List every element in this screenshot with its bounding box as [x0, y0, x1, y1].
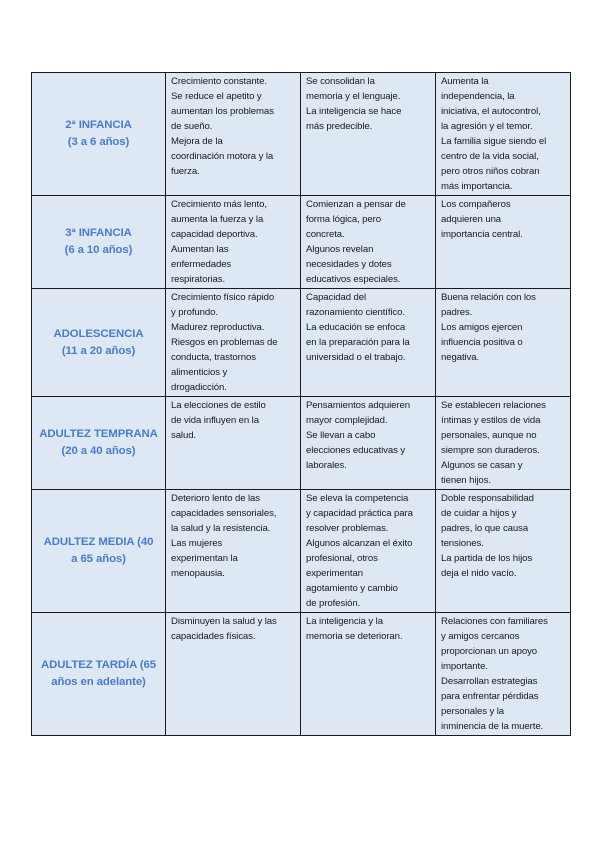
cell-line: forma lógica, pero — [306, 214, 381, 225]
cell-line: siempre son duraderos. — [441, 445, 540, 456]
cell-line: Crecimiento físico rápido — [171, 292, 275, 303]
cell-line: Disminuyen la salud y las — [171, 616, 277, 627]
cell-line: proporcionan un apoyo — [441, 646, 538, 657]
table-body — [32, 73, 571, 736]
cell-line: resolver problemas. — [306, 523, 389, 534]
cell-line: para enfrentar pérdidas — [441, 691, 539, 702]
cell-line: inminencia de la muerte. — [441, 721, 544, 732]
cell-line: personales, aunque no — [441, 430, 537, 441]
stage-ages: (11 a 20 años) — [61, 344, 136, 357]
cell-line: Comienzan a pensar de — [306, 199, 406, 210]
stage-name: 2ª INFANCIA — [65, 119, 132, 131]
cell-line: Aumenta la — [441, 76, 489, 87]
table-row — [32, 289, 571, 397]
cell-line: salud. — [171, 430, 197, 441]
cell-line: tensiones. — [441, 538, 484, 549]
stage-ages: (20 a 40 años) — [61, 445, 136, 457]
physical-cell — [166, 73, 301, 196]
cell-line: independencia, la — [441, 91, 515, 102]
social-cell — [436, 73, 571, 196]
cell-line: laborales. — [306, 460, 347, 471]
cell-line: necesidades y dotes — [306, 259, 392, 270]
cell-line: Se consolidan la — [306, 76, 375, 87]
social-cell — [436, 490, 571, 613]
cell-line: Los amigos ejercen — [441, 322, 523, 333]
cognitive-cell — [301, 196, 436, 289]
cell-line: Algunos se casan y — [441, 460, 523, 471]
cognitive-cell — [301, 289, 436, 397]
social-cell — [436, 613, 571, 736]
social-cell — [436, 397, 571, 490]
stage-name: ADULTEZ MEDIA (40 — [43, 536, 154, 548]
stage-cell — [32, 289, 166, 397]
cell-line: conducta, trastornos — [171, 352, 256, 363]
table-row — [32, 613, 571, 736]
cell-line: en la preparación para la — [306, 337, 410, 348]
cell-line: fuerza. — [171, 166, 200, 177]
stage-cell — [32, 196, 166, 289]
cell-line: padres, lo que causa — [441, 523, 529, 534]
cell-line: educativos especiales. — [306, 274, 401, 285]
cognitive-cell — [301, 490, 436, 613]
cell-line: centro de la vida social, — [441, 151, 539, 162]
stage-ages: a 65 años) — [71, 553, 126, 565]
cell-line: de sueño. — [171, 121, 213, 132]
cell-line: Algunos revelan — [306, 244, 374, 255]
cell-line: La familia sigue siendo el — [441, 136, 547, 147]
stage-ages: (6 a 10 años) — [64, 244, 133, 256]
stage-ages: años en adelante) — [51, 676, 146, 688]
physical-cell — [166, 490, 301, 613]
cell-line: Algunos alcanzan el éxito — [306, 538, 413, 549]
cell-line: capacidad deportiva. — [171, 229, 258, 240]
cell-line: negativa. — [441, 352, 480, 363]
cell-line: Deterioro lento de las — [171, 493, 260, 504]
cell-line: capacidades sensoriales, — [171, 508, 277, 519]
cell-line: Crecimiento constante. — [171, 76, 267, 87]
stage-ages: (3 a 6 años) — [67, 136, 130, 148]
cell-line: Aumentan las — [171, 244, 229, 255]
cell-line: memoria se deterioran. — [306, 631, 403, 642]
development-stages-table — [31, 72, 571, 736]
cell-line: Se establecen relaciones — [441, 400, 546, 411]
cell-line: capacidades físicas. — [171, 631, 256, 642]
cell-line: deja el nido vacío. — [441, 568, 517, 579]
cell-line: alimenticios y — [171, 367, 228, 378]
cell-line: razonamiento científico. — [306, 307, 405, 318]
cell-line: personales y la — [441, 706, 505, 717]
cell-line: Capacidad del — [306, 292, 367, 303]
cell-line: elecciones educativas y — [306, 445, 406, 456]
cell-line: La inteligencia se hace — [306, 106, 402, 117]
stage-cell — [32, 613, 166, 736]
physical-cell — [166, 196, 301, 289]
cell-line: Se reduce el apetito y — [171, 91, 262, 102]
cell-line: y profundo. — [171, 307, 218, 318]
cognitive-cell — [301, 613, 436, 736]
cell-line: experimentan — [306, 568, 363, 579]
cell-line: Doble responsabilidad — [441, 493, 534, 504]
cell-line: aumenta la fuerza y la — [171, 214, 264, 225]
cell-line: adquieren una — [441, 214, 502, 225]
cell-line: Los compañeros — [441, 199, 511, 210]
stage-cell — [32, 73, 166, 196]
social-cell — [436, 196, 571, 289]
cell-line: drogadicción. — [171, 382, 227, 393]
cell-line: experimentan la — [171, 553, 238, 564]
stage-name: ADOLESCENCIA — [53, 327, 144, 340]
table-row — [32, 73, 571, 196]
cell-line: La elecciones de estilo — [171, 400, 266, 411]
cell-line: importancia central. — [441, 229, 523, 240]
cell-line: íntimas y estilos de vida — [441, 415, 541, 426]
cell-line: padres. — [441, 307, 473, 318]
cell-line: tienen hijos. — [441, 475, 491, 486]
cell-line: de profesión. — [306, 598, 361, 609]
cell-line: coordinación motora y la — [171, 151, 274, 162]
cell-line: de vida influyen en la — [171, 415, 259, 426]
physical-cell — [166, 397, 301, 490]
cell-line: y capacidad práctica para — [306, 508, 413, 519]
cell-line: Pensamientos adquieren — [306, 400, 410, 411]
table-row — [32, 196, 571, 289]
cell-line: Desarrollan estrategias — [441, 676, 538, 687]
cell-line: importante. — [441, 661, 488, 672]
cell-line: Mejora de la — [171, 136, 223, 147]
cell-line: más predecible. — [306, 121, 373, 132]
cell-line: Relaciones con familiares — [441, 616, 548, 627]
table-row — [32, 490, 571, 613]
cell-line: iniciativa, el autocontrol, — [441, 106, 541, 117]
cell-line: de cuidar a hijos y — [441, 508, 517, 519]
table-row — [32, 397, 571, 490]
stage-name: ADULTEZ TEMPRANA — [39, 428, 158, 440]
cell-line: La partida de los hijos — [441, 553, 533, 564]
cell-line: influencia positiva o — [441, 337, 523, 348]
stage-name: 3ª INFANCIA — [65, 227, 132, 239]
cell-line: agotamiento y cambio — [306, 583, 398, 594]
cell-line: Se eleva la competencia — [306, 493, 409, 504]
cell-line: y amigos cercanos — [441, 631, 520, 642]
cognitive-cell — [301, 73, 436, 196]
physical-cell — [166, 289, 301, 397]
cell-line: Madurez reproductiva. — [171, 322, 265, 333]
cell-line: universidad o el trabajo. — [306, 352, 406, 363]
cell-line: enfermedades — [171, 259, 232, 270]
cell-line: La educación se enfoca — [306, 322, 406, 333]
cell-line: respiratorias. — [171, 274, 226, 285]
cell-line: aumentan los problemas — [171, 106, 274, 117]
stage-name: ADULTEZ TARDÍA (65 — [40, 659, 157, 671]
cognitive-cell — [301, 397, 436, 490]
cell-line: Se llevan a cabo — [306, 430, 376, 441]
cell-line: mayor complejidad. — [306, 415, 388, 426]
cell-line: pero otros niños cobran — [441, 166, 540, 177]
cell-line: menopausia. — [171, 568, 225, 579]
cell-line: más importancia. — [441, 181, 513, 192]
cell-line: La inteligencia y la — [306, 616, 383, 627]
cell-line: concreta. — [306, 229, 345, 240]
cell-line: la agresión y el temor. — [441, 121, 533, 132]
stage-cell — [32, 490, 166, 613]
stage-cell — [32, 397, 166, 490]
cell-line: Crecimiento más lento, — [171, 199, 267, 210]
cell-line: Riesgos en problemas de — [171, 337, 278, 348]
cell-line: la salud y la resistencia. — [171, 523, 271, 534]
social-cell — [436, 289, 571, 397]
cell-line: profesional, otros — [306, 553, 378, 564]
cell-line: Buena relación con los — [441, 292, 536, 303]
cell-line: Las mujeres — [171, 538, 223, 549]
cell-line: memoria y el lenguaje. — [306, 91, 401, 102]
physical-cell — [166, 613, 301, 736]
